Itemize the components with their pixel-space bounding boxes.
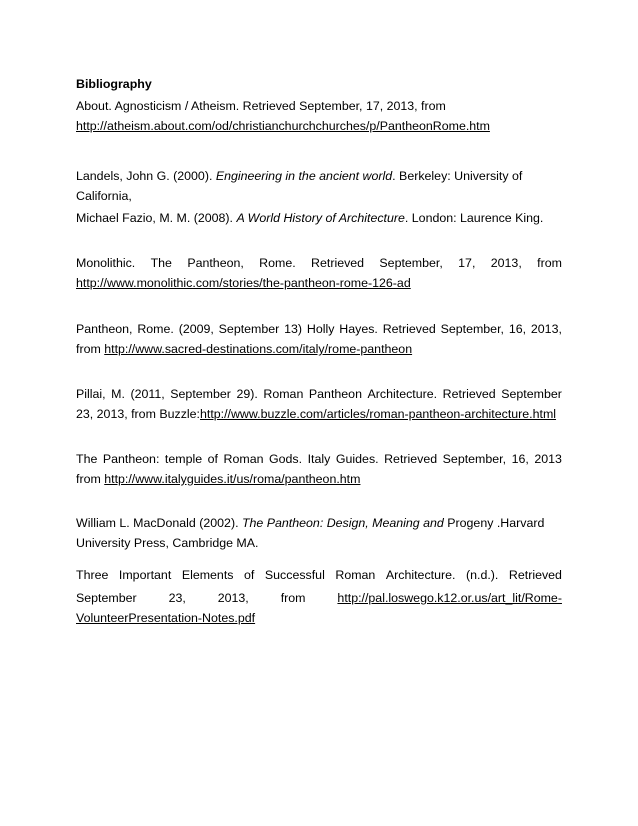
entry-text: About. Agnosticism / Atheism. Retrieved September, 17, 2013, from bbox=[76, 99, 446, 113]
entry-text: from bbox=[76, 342, 105, 356]
bibliography-entry-monolithic bbox=[76, 253, 562, 293]
entry-text: Michael Fazio, M. M. (2008). bbox=[76, 211, 237, 225]
entry-link[interactable]: http://pal.loswego.k12.or.us/art_lit/Rome- bbox=[337, 591, 562, 605]
entry-justified-line: The Pantheon: temple of Roman Gods. Italy Guides. Retrieved September, 16, 2013 bbox=[76, 452, 562, 466]
entry-link[interactable]: http://www.sacred-destinations.com/italy/rome-pantheon bbox=[104, 342, 413, 356]
entry-link[interactable]: http://www.buzzle.com/articles/roman-pantheon-architecture.html bbox=[199, 407, 557, 421]
page-title: Bibliography bbox=[76, 77, 152, 91]
entry-text: 23, 2013, from Buzzle: bbox=[76, 407, 200, 421]
entry-link[interactable]: http://www.italyguides.it/us/roma/pantheon.htm bbox=[104, 472, 361, 486]
entry-justified-line: Pillai, M. (2011, September 29). Roman Pantheon Architecture. Retrieved September bbox=[76, 387, 562, 401]
entry-link[interactable]: http://atheism.about.com/od/christianchurchchurches/p/PantheonRome.htm bbox=[76, 119, 490, 133]
bibliography-entry-macdonald bbox=[76, 513, 562, 553]
entry-text: Landels, John G. (2000). bbox=[76, 169, 216, 183]
bibliography-entry-fazio bbox=[76, 208, 562, 228]
bibliography-entry-pillai bbox=[76, 384, 562, 424]
bibliography-entry-italy-guides bbox=[76, 449, 562, 489]
entry-title-italic: The Pantheon: Design, Meaning and bbox=[241, 516, 444, 530]
entry-text: Progeny .Harvard bbox=[443, 516, 545, 530]
entry-justified-line: Pantheon, Rome. (2009, September 13) Holly Hayes. Retrieved September, 16, 2013, bbox=[76, 322, 562, 336]
bibliography-entry-landels bbox=[76, 166, 562, 206]
entry-title-italic: Engineering in the ancient world bbox=[215, 169, 393, 183]
entry-justified-line: September 23, 2013, from http://pal.loswego.k12.or.us/art_lit/Rome- bbox=[76, 588, 562, 608]
entry-link[interactable]: VolunteerPresentation-Notes.pdf bbox=[76, 611, 256, 625]
bibliography-entry-sacred-destinations bbox=[76, 319, 562, 359]
entry-link[interactable]: http://www.monolithic.com/stories/the-pantheon-rome-126-ad bbox=[76, 276, 411, 290]
entry-text: . Berkeley: University of bbox=[392, 169, 523, 183]
entry-text: University Press, Cambridge MA. bbox=[76, 536, 259, 550]
entry-text: . London: Laurence King. bbox=[404, 211, 544, 225]
entry-text: from bbox=[76, 472, 105, 486]
entry-justified-line: Monolithic. The Pantheon, Rome. Retrieved September, 17, 2013, from bbox=[76, 256, 562, 270]
entry-title-italic: A World History of Architecture bbox=[236, 211, 405, 225]
entry-text: California, bbox=[76, 189, 132, 203]
entry-text: William L. MacDonald (2002). bbox=[76, 516, 242, 530]
bibliography-entry-three-elements bbox=[76, 565, 562, 628]
entry-justified-line: Three Important Elements of Successful Roman Architecture. (n.d.). Retrieved bbox=[76, 568, 562, 582]
bibliography-entry-about bbox=[76, 96, 562, 136]
